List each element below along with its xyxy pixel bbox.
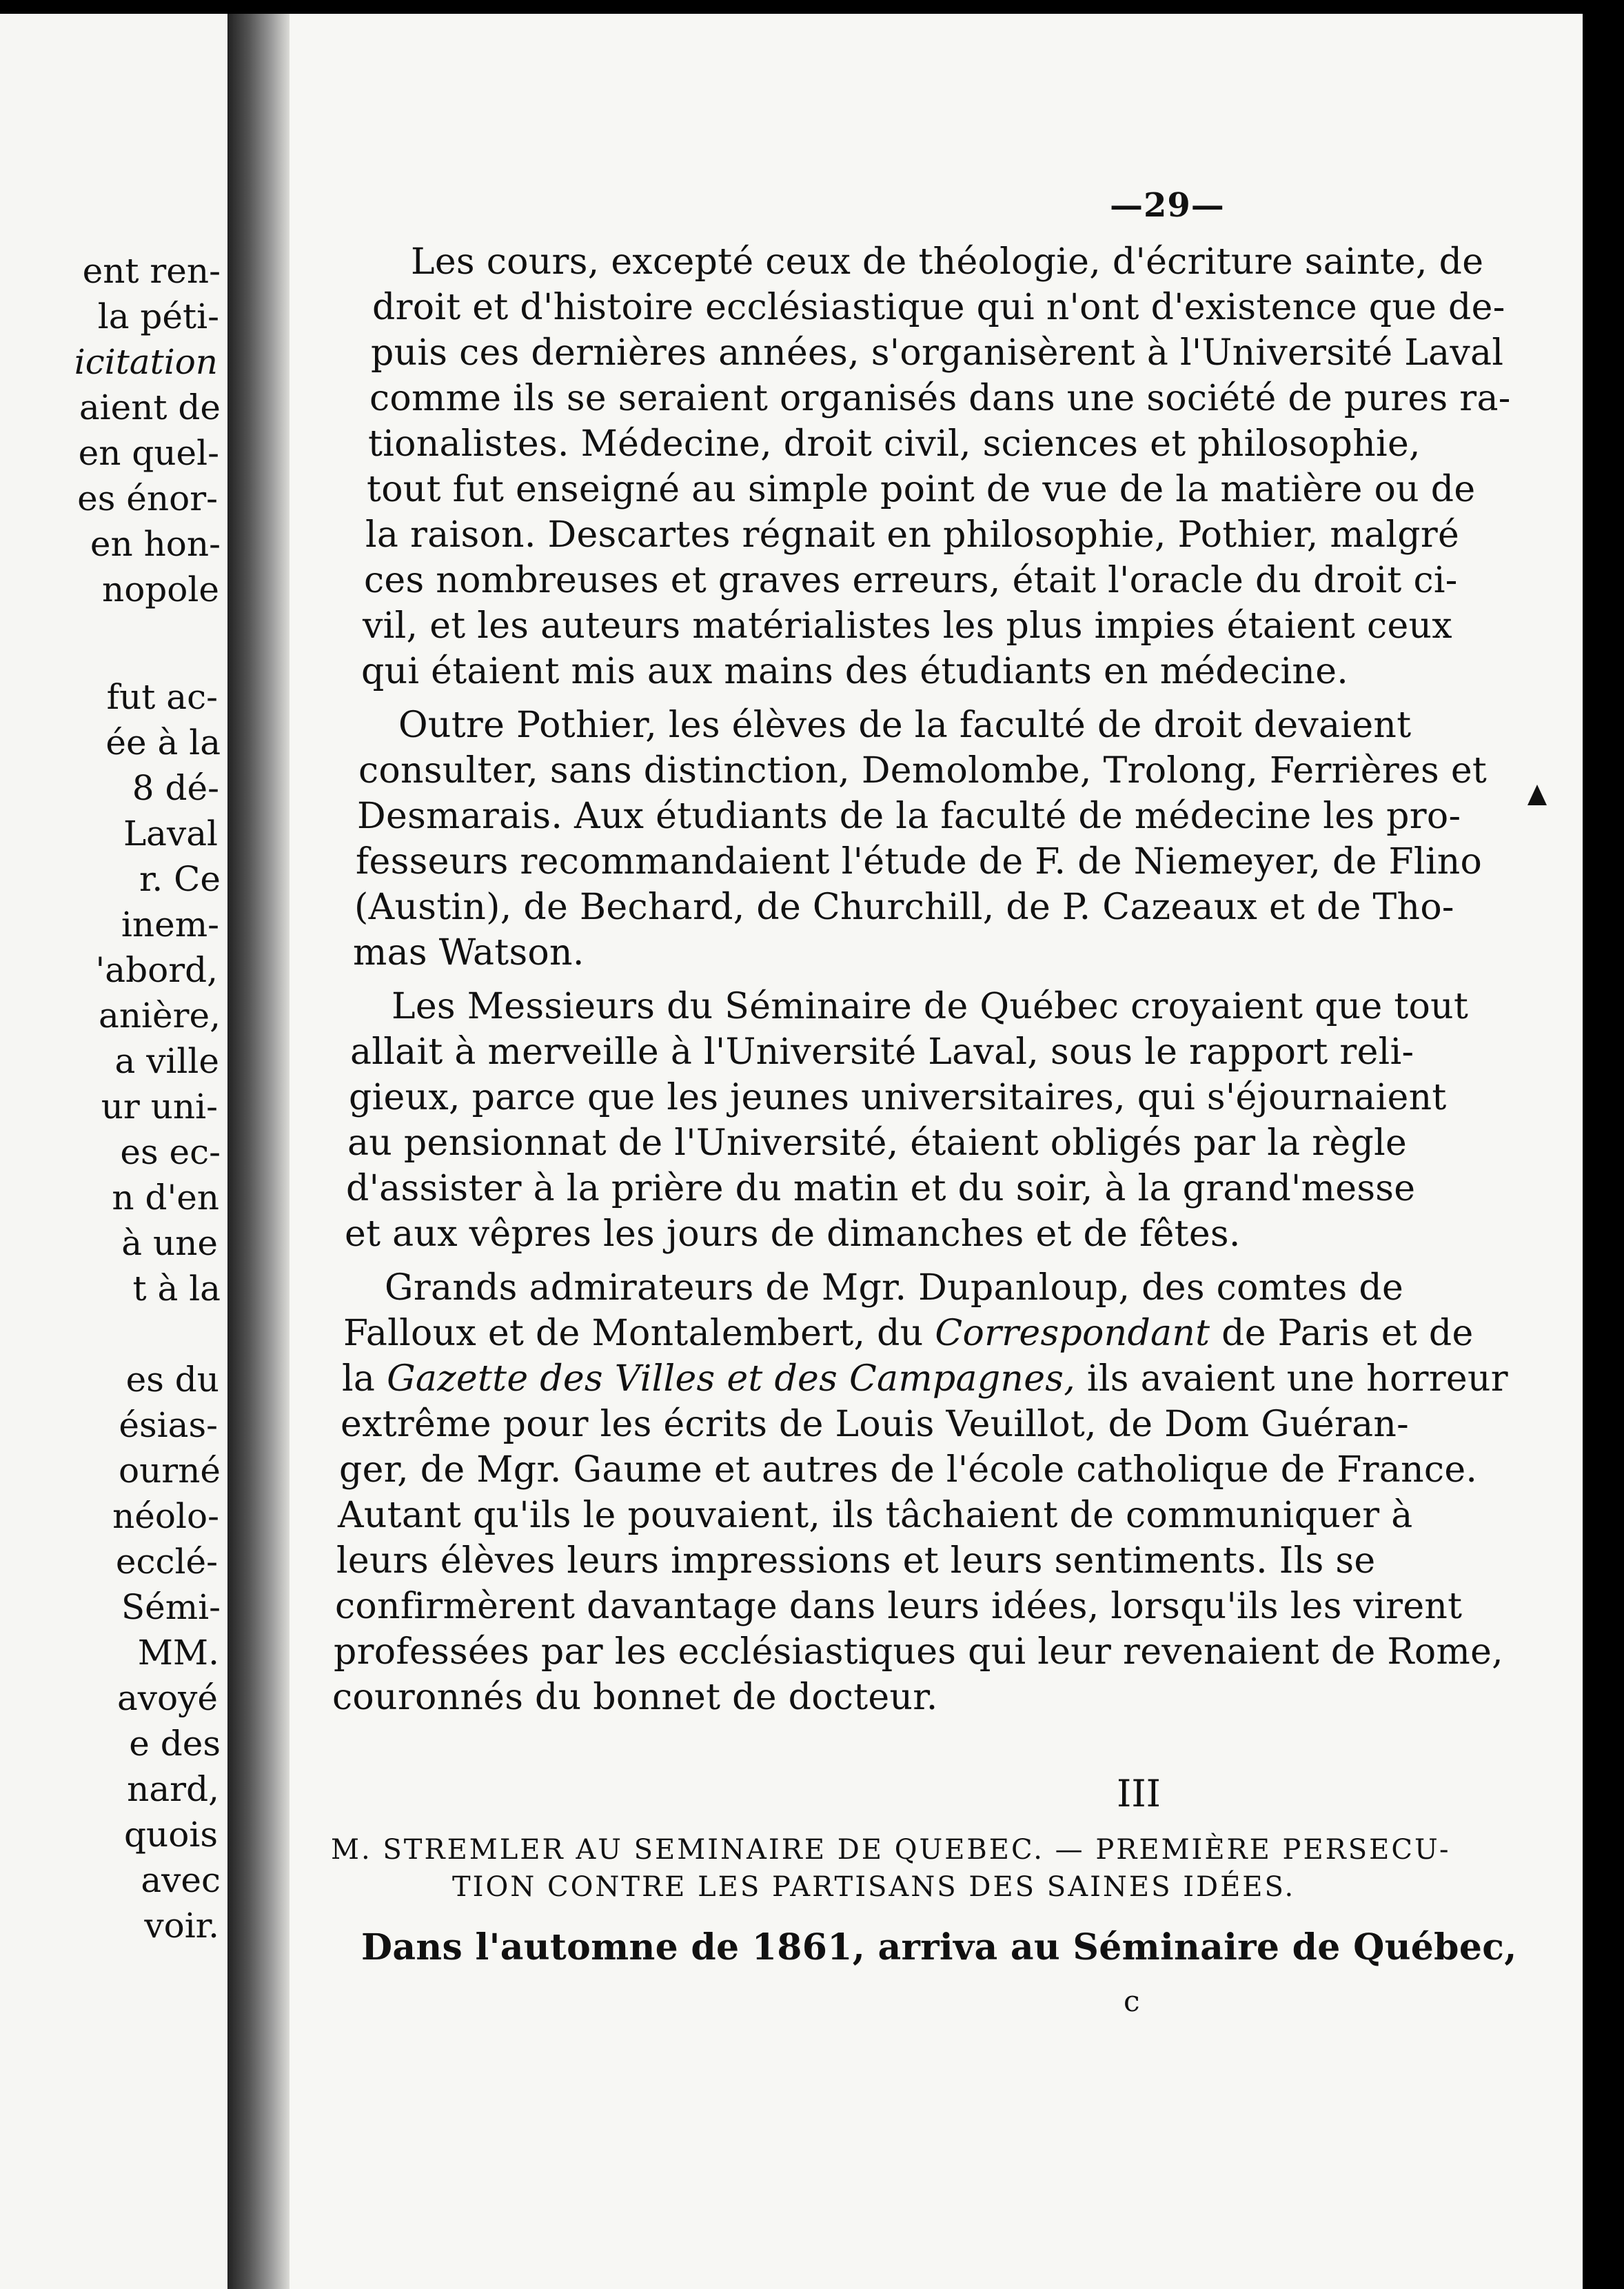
section-heading-line: TION CONTRE LES PARTISANS DES SAINES IDÉES.	[452, 1871, 1296, 1903]
left-page-line: quois	[124, 1815, 218, 1855]
paragraph4-line: professées par les ecclésiastiques qui leur revenaient de Rome,	[334, 1631, 1503, 1673]
left-page-line: anière,	[99, 996, 221, 1036]
left-facing-page	[0, 14, 227, 2289]
left-page-line: 8 dé-	[132, 768, 219, 808]
paragraph4-line: confirmèrent davantage dans leurs idées, lorsqu'ils les virent	[335, 1586, 1463, 1627]
left-page-line: à une	[121, 1223, 218, 1263]
paragraph1-line: puis ces dernières années, s'organisèrent à l'Université Laval	[371, 332, 1504, 374]
section-heading-line: M. STREMLER AU SEMINAIRE DE QUEBEC. — PREMIÈRE PERSECU-	[331, 1834, 1451, 1866]
left-page-line: ée à la	[105, 723, 221, 763]
left-page-line: icitation	[74, 342, 218, 382]
paragraph4-line: extrême pour les écrits de Louis Veuillot, de Dom Guéran-	[341, 1404, 1410, 1445]
left-page-line: ent ren-	[82, 251, 221, 291]
paragraph1-line: Les cours, excepté ceux de théologie, d'écriture sainte, de	[411, 241, 1484, 283]
paragraph3-line: Les Messieurs du Séminaire de Québec croyaient que tout	[392, 986, 1469, 1027]
paragraph4-line: couronnés du bonnet de docteur.	[332, 1677, 938, 1718]
paragraph4-line	[342, 1358, 1508, 1400]
paragraph4-text: de Paris et de	[1210, 1313, 1474, 1354]
paragraph1-line: vil, et les auteurs matérialistes les plus impies étaient ceux	[363, 605, 1452, 647]
left-page-line: aient de	[79, 387, 221, 427]
final-line: Dans l'automne de 1861, arriva au Séminaire de Québec,	[361, 1926, 1517, 1968]
page-number: —29—	[1110, 186, 1225, 225]
paragraph3-line: allait à merveille à l'Université Laval, sous le rapport reli-	[350, 1031, 1414, 1073]
paragraph2-line: Desmarais. Aux étudiants de la faculté de médecine les pro-	[357, 796, 1461, 837]
margin-mark	[1527, 785, 1547, 805]
paragraph4-line: Grands admirateurs de Mgr. Dupanloup, des comtes de	[385, 1267, 1404, 1309]
paragraph3-line: gieux, parce que les jeunes universitaires, qui s'éjournaient	[349, 1077, 1447, 1118]
left-page-line: t à la	[132, 1269, 221, 1309]
paragraph1-line: ces nombreuses et graves erreurs, était l'oracle du droit ci-	[364, 560, 1458, 601]
paragraph1-line: comme ils se seraient organisés dans une société de pures ra-	[369, 378, 1511, 419]
left-page-line: en quel-	[78, 433, 219, 473]
paragraph4-text: ils avaient une horreur	[1075, 1358, 1508, 1400]
left-page-line: fut ac-	[106, 677, 218, 717]
paragraph4-line: ger, de Mgr. Gaume et autres de l'école catholique de France.	[339, 1449, 1478, 1491]
left-page-line: ecclé-	[115, 1542, 218, 1582]
paragraph2-line: (Austin), de Bechard, de Churchill, de P. Cazeaux et de Tho-	[354, 887, 1454, 928]
paragraph3-line: au pensionnat de l'Université, étaient obligés par la règle	[347, 1122, 1408, 1164]
paragraph1-line: qui étaient mis aux mains des étudiants en médecine.	[361, 651, 1349, 692]
paragraph3-line: d'assister à la prière du matin et du soir, à la grand'messe	[346, 1168, 1416, 1209]
paragraph1-line: la raison. Descartes régnait en philosophie, Pothier, malgré	[365, 514, 1460, 556]
left-page-line: Laval	[123, 814, 218, 854]
right-page	[290, 14, 1583, 2289]
paragraph2-line: Outre Pothier, les élèves de la faculté de droit devaient	[398, 705, 1412, 746]
section-number: III	[1117, 1772, 1161, 1815]
paragraph4-line: leurs élèves leurs impressions et leurs sentiments. Ils se	[336, 1540, 1376, 1582]
left-page-line: r. Ce	[139, 859, 221, 899]
paragraph4-text: Falloux et de Montalembert, du	[343, 1313, 935, 1354]
paragraph2-line: fesseurs recommandaient l'étude de F. de Niemeyer, de Flino	[356, 841, 1483, 883]
paragraph3-line: et aux vêpres les jours de dimanches et de fêtes.	[345, 1213, 1241, 1255]
left-page-line: la péti-	[97, 296, 219, 336]
left-page-line: voir.	[144, 1906, 219, 1946]
left-page-line: MM.	[137, 1633, 219, 1673]
paragraph1-line: droit et d'histoire ecclésiastique qui n'ont d'existence que de-	[372, 287, 1505, 328]
left-page-line: avec	[141, 1860, 221, 1900]
left-page-line: nopole	[102, 569, 219, 609]
paragraph1-line: tionalistes. Médecine, droit civil, sciences et philosophie,	[368, 423, 1421, 465]
left-page-line: 'abord,	[95, 950, 218, 990]
left-page-line: es du	[125, 1360, 219, 1400]
paragraph1-line: tout fut enseigné au simple point de vue de la matière ou de	[367, 469, 1476, 510]
left-page-line: e des	[129, 1724, 221, 1764]
paragraph4-text: la	[342, 1358, 387, 1400]
left-page-line: nard,	[127, 1769, 219, 1809]
journal-title-correspondant: Correspondant	[935, 1313, 1210, 1354]
left-page-line: avoyé	[117, 1678, 218, 1718]
paragraph2-line: consulter, sans distinction, Demolombe, Trolong, Ferrières et	[358, 750, 1488, 791]
left-page-line: en hon-	[90, 524, 221, 564]
left-page-line: ourné	[119, 1451, 221, 1491]
signature-mark: c	[1124, 1984, 1140, 2018]
paragraph4-line: Autant qu'ils le pouvaient, ils tâchaient de communiquer à	[338, 1495, 1413, 1536]
left-page-line: inem-	[121, 905, 219, 945]
book-gutter	[227, 14, 290, 2289]
left-page-line: ur uni-	[101, 1087, 218, 1127]
left-page-line: es énor-	[77, 478, 218, 518]
left-page-line: ésias-	[119, 1405, 218, 1445]
left-page-line: Sémi-	[121, 1587, 221, 1627]
paragraph2-line: mas Watson.	[353, 932, 585, 974]
journal-title-gazette: Gazette des Villes et des Campagnes,	[387, 1358, 1076, 1400]
left-page-line: n d'en	[112, 1178, 219, 1218]
paragraph4-line	[343, 1313, 1474, 1354]
left-page-line: néolo-	[112, 1496, 219, 1536]
left-page-line: a ville	[114, 1041, 219, 1081]
left-page-line: es ec-	[120, 1132, 221, 1172]
